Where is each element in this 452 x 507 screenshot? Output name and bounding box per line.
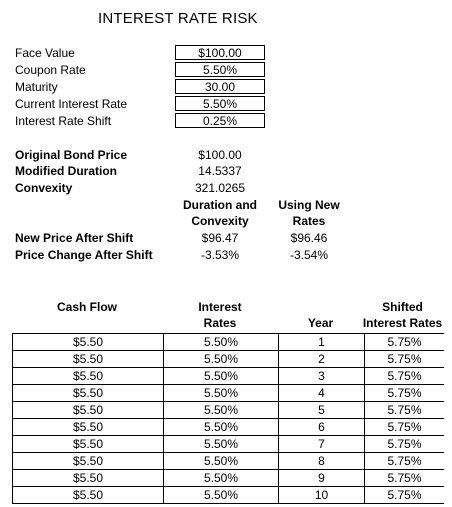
coupon-rate-cell[interactable]: 5.50% (175, 62, 265, 77)
year-cell[interactable]: 8 (279, 453, 365, 470)
shifted-rate-cell[interactable]: 5.75% (365, 487, 445, 504)
shifted-rate-cell[interactable]: 5.75% (365, 470, 445, 487)
shifted-rate-cell[interactable]: 5.75% (365, 351, 445, 368)
interest-rate-shift-label: Interest Rate Shift (15, 114, 112, 128)
table-row (13, 351, 445, 368)
table-row (13, 470, 445, 487)
cash-flow-cell[interactable]: $5.50 (13, 436, 164, 453)
price-change-label: Price Change After Shift (15, 248, 153, 262)
table-row (13, 453, 445, 470)
interest-rate-shift-cell[interactable]: 0.25% (175, 113, 265, 128)
header-year: Year (307, 316, 334, 330)
year-cell[interactable]: 9 (279, 470, 365, 487)
new-price-label: New Price After Shift (15, 231, 134, 245)
shifted-rate-cell[interactable]: 5.75% (365, 419, 445, 436)
interest-rate-cell[interactable]: 5.50% (164, 351, 279, 368)
convexity-value: 321.0265 (194, 181, 246, 195)
modified-duration-label: Modified Duration (15, 164, 117, 178)
maturity-cell[interactable]: 30.00 (175, 79, 265, 94)
interest-rate-cell[interactable]: 5.50% (164, 453, 279, 470)
convexity-label: Convexity (15, 181, 73, 195)
interest-rate-cell[interactable]: 5.50% (164, 470, 279, 487)
year-cell[interactable]: 4 (279, 385, 365, 402)
new-price-new-rates: $96.46 (290, 231, 328, 245)
face-value-label: Face Value (15, 46, 75, 60)
table-row (13, 419, 445, 436)
header-interest-rates-line1: Interest (198, 300, 242, 314)
shifted-rate-cell[interactable]: 5.75% (365, 368, 445, 385)
header-cash-flow: Cash Flow (56, 300, 117, 314)
page-title: INTEREST RATE RISK (98, 10, 258, 27)
cash-flow-cell[interactable]: $5.50 (13, 419, 164, 436)
cash-flow-cell[interactable]: $5.50 (13, 453, 164, 470)
cash-flow-cell[interactable]: $5.50 (13, 402, 164, 419)
cash-flow-cell[interactable]: $5.50 (13, 385, 164, 402)
cash-flow-cell[interactable]: $5.50 (13, 470, 164, 487)
coupon-rate-label: Coupon Rate (15, 63, 86, 77)
face-value-cell[interactable]: $100.00 (175, 45, 265, 60)
year-cell[interactable]: 10 (279, 487, 365, 504)
interest-rate-cell[interactable]: 5.50% (164, 334, 279, 351)
header-shifted-line1: Shifted (382, 300, 423, 314)
current-interest-rate-cell[interactable]: 5.50% (175, 96, 265, 111)
original-bond-price-value: $100.00 (198, 148, 242, 162)
interest-rate-cell[interactable]: 5.50% (164, 419, 279, 436)
year-cell[interactable]: 2 (279, 351, 365, 368)
header-interest-rates-line2: Rates (203, 316, 237, 330)
maturity-label: Maturity (15, 80, 58, 94)
table-row (13, 436, 445, 453)
year-cell[interactable]: 1 (279, 334, 365, 351)
cash-flow-table (12, 333, 444, 504)
shifted-rate-cell[interactable]: 5.75% (365, 436, 445, 453)
current-interest-rate-label: Current Interest Rate (15, 97, 128, 111)
shifted-rate-cell[interactable]: 5.75% (365, 334, 445, 351)
interest-rate-cell[interactable]: 5.50% (164, 436, 279, 453)
duration-convexity-header-line2: Convexity (191, 214, 249, 228)
new-price-duration-convexity: $96.47 (201, 231, 239, 245)
original-bond-price-label: Original Bond Price (15, 148, 128, 162)
price-change-duration-convexity: -3.53% (200, 248, 240, 262)
interest-rate-cell[interactable]: 5.50% (164, 368, 279, 385)
cash-flow-cell[interactable]: $5.50 (13, 368, 164, 385)
shifted-rate-cell[interactable]: 5.75% (365, 385, 445, 402)
shifted-rate-cell[interactable]: 5.75% (365, 453, 445, 470)
cash-flow-cell[interactable]: $5.50 (13, 334, 164, 351)
interest-rate-cell[interactable]: 5.50% (164, 402, 279, 419)
header-shifted-line2: Interest Rates (362, 316, 443, 330)
year-cell[interactable]: 7 (279, 436, 365, 453)
shifted-rate-cell[interactable]: 5.75% (365, 402, 445, 419)
cash-flow-cell[interactable]: $5.50 (13, 351, 164, 368)
table-row (13, 334, 445, 351)
price-change-new-rates: -3.54% (289, 248, 329, 262)
using-new-rates-header-line2: Rates (292, 214, 326, 228)
interest-rate-cell[interactable]: 5.50% (164, 487, 279, 504)
year-cell[interactable]: 3 (279, 368, 365, 385)
using-new-rates-header-line1: Using New (278, 198, 340, 212)
cash-flow-cell[interactable]: $5.50 (13, 487, 164, 504)
table-row (13, 368, 445, 385)
table-row (13, 385, 445, 402)
table-row (13, 487, 445, 504)
year-cell[interactable]: 6 (279, 419, 365, 436)
interest-rate-cell[interactable]: 5.50% (164, 385, 279, 402)
year-cell[interactable]: 5 (279, 402, 365, 419)
table-row (13, 402, 445, 419)
duration-convexity-header-line1: Duration and (183, 198, 257, 212)
modified-duration-value: 14.5337 (198, 164, 242, 178)
